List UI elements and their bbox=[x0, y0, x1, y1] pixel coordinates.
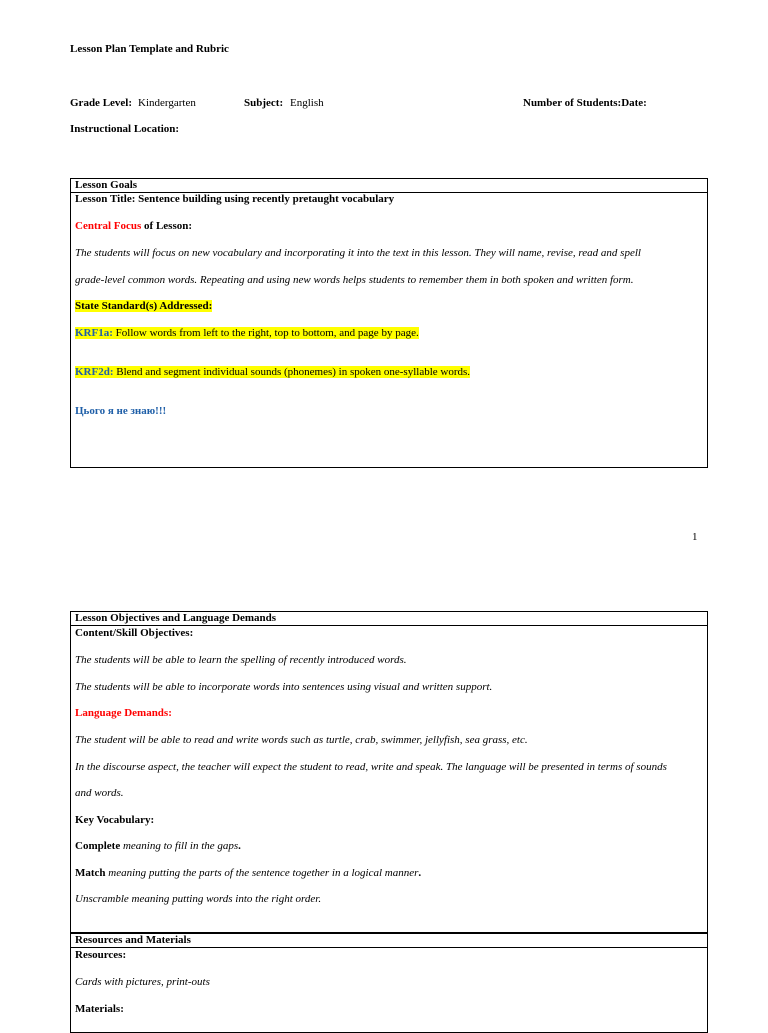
krf1a-text: Follow words from left to the right, top to bottom, and page by page. bbox=[112, 327, 419, 339]
standard-krf1a bbox=[75, 327, 419, 339]
language-demand-1: The student will be able to read and write words such as turtle, crab, swimmer, jellyfish, sea grass, etc. bbox=[75, 734, 528, 746]
central-focus-label: Central Focus bbox=[75, 220, 142, 232]
standards-label: State Standard(s) Addressed: bbox=[75, 300, 213, 312]
subject-value: English bbox=[290, 97, 324, 109]
lesson-objectives-box bbox=[70, 611, 708, 933]
key-vocabulary-label: Key Vocabulary: bbox=[75, 814, 155, 826]
vocab-unscramble: Unscramble meaning putting words into the right order. bbox=[75, 893, 322, 905]
central-focus-heading bbox=[75, 220, 192, 232]
vocab-match-period: . bbox=[418, 867, 422, 879]
instructional-location-label: Instructional Location: bbox=[70, 123, 180, 135]
content-objectives-label: Content/Skill Objectives: bbox=[75, 627, 194, 639]
krf1a-code: KRF1a: bbox=[75, 327, 113, 339]
focus-text-line-2: grade-level common words. Repeating and using new words helps students to remember them in both spoken and written form. bbox=[75, 274, 634, 286]
vocab-complete-meaning: meaning to fill in the gaps bbox=[120, 840, 239, 852]
vocab-complete bbox=[75, 840, 241, 852]
materials-label: Materials: bbox=[75, 1003, 124, 1015]
grade-level-label: Grade Level: bbox=[70, 97, 133, 109]
krf2d-code: KRF2d: bbox=[75, 366, 114, 378]
objective-2: The students will be able to incorporate words into sentences using visual and written support. bbox=[75, 681, 493, 693]
document-title: Lesson Plan Template and Rubric bbox=[70, 43, 229, 55]
vocab-complete-word: Complete bbox=[75, 840, 121, 852]
lesson-goals-box bbox=[70, 178, 708, 468]
lesson-title: Lesson Title: Sentence building using recently pretaught vocabulary bbox=[75, 193, 395, 205]
students-date-label: Number of Students:Date: bbox=[523, 97, 647, 109]
krf2d-text: Blend and segment individual sounds (phonemes) in spoken one-syllable words. bbox=[113, 366, 471, 378]
language-demand-3: and words. bbox=[75, 787, 124, 799]
grade-level-value: Kindergarten bbox=[138, 97, 196, 109]
page-number: 1 bbox=[692, 531, 698, 543]
note-text: Цього я не знаю!!! bbox=[75, 405, 167, 417]
subject-label: Subject: bbox=[244, 97, 284, 109]
vocab-complete-period: . bbox=[238, 840, 241, 852]
resources-header: Resources and Materials bbox=[71, 933, 707, 948]
vocab-match bbox=[75, 867, 421, 879]
vocab-match-meaning: meaning putting the parts of the sentence together in a logical manner bbox=[105, 867, 419, 879]
standards-heading bbox=[75, 300, 212, 312]
focus-text-line-1: The students will focus on new vocabulary and incorporating it into the text in this lesson. They will name, revise, read and spell bbox=[75, 247, 641, 259]
language-demand-2: In the discourse aspect, the teacher will expect the student to read, write and speak. The language will be presented in terms of sounds bbox=[75, 761, 667, 773]
resources-box bbox=[70, 933, 708, 1033]
lesson-objectives-header: Lesson Objectives and Language Demands bbox=[71, 612, 707, 626]
vocab-match-word: Match bbox=[75, 867, 106, 879]
objective-1: The students will be able to learn the spelling of recently introduced words. bbox=[75, 654, 407, 666]
central-focus-suffix: of Lesson: bbox=[141, 220, 193, 232]
lesson-goals-header: Lesson Goals bbox=[71, 179, 707, 193]
resources-text: Cards with pictures, print-outs bbox=[75, 976, 210, 988]
standard-krf2d bbox=[75, 366, 470, 378]
resources-label: Resources: bbox=[75, 949, 127, 961]
language-demands-label: Language Demands: bbox=[75, 707, 172, 719]
